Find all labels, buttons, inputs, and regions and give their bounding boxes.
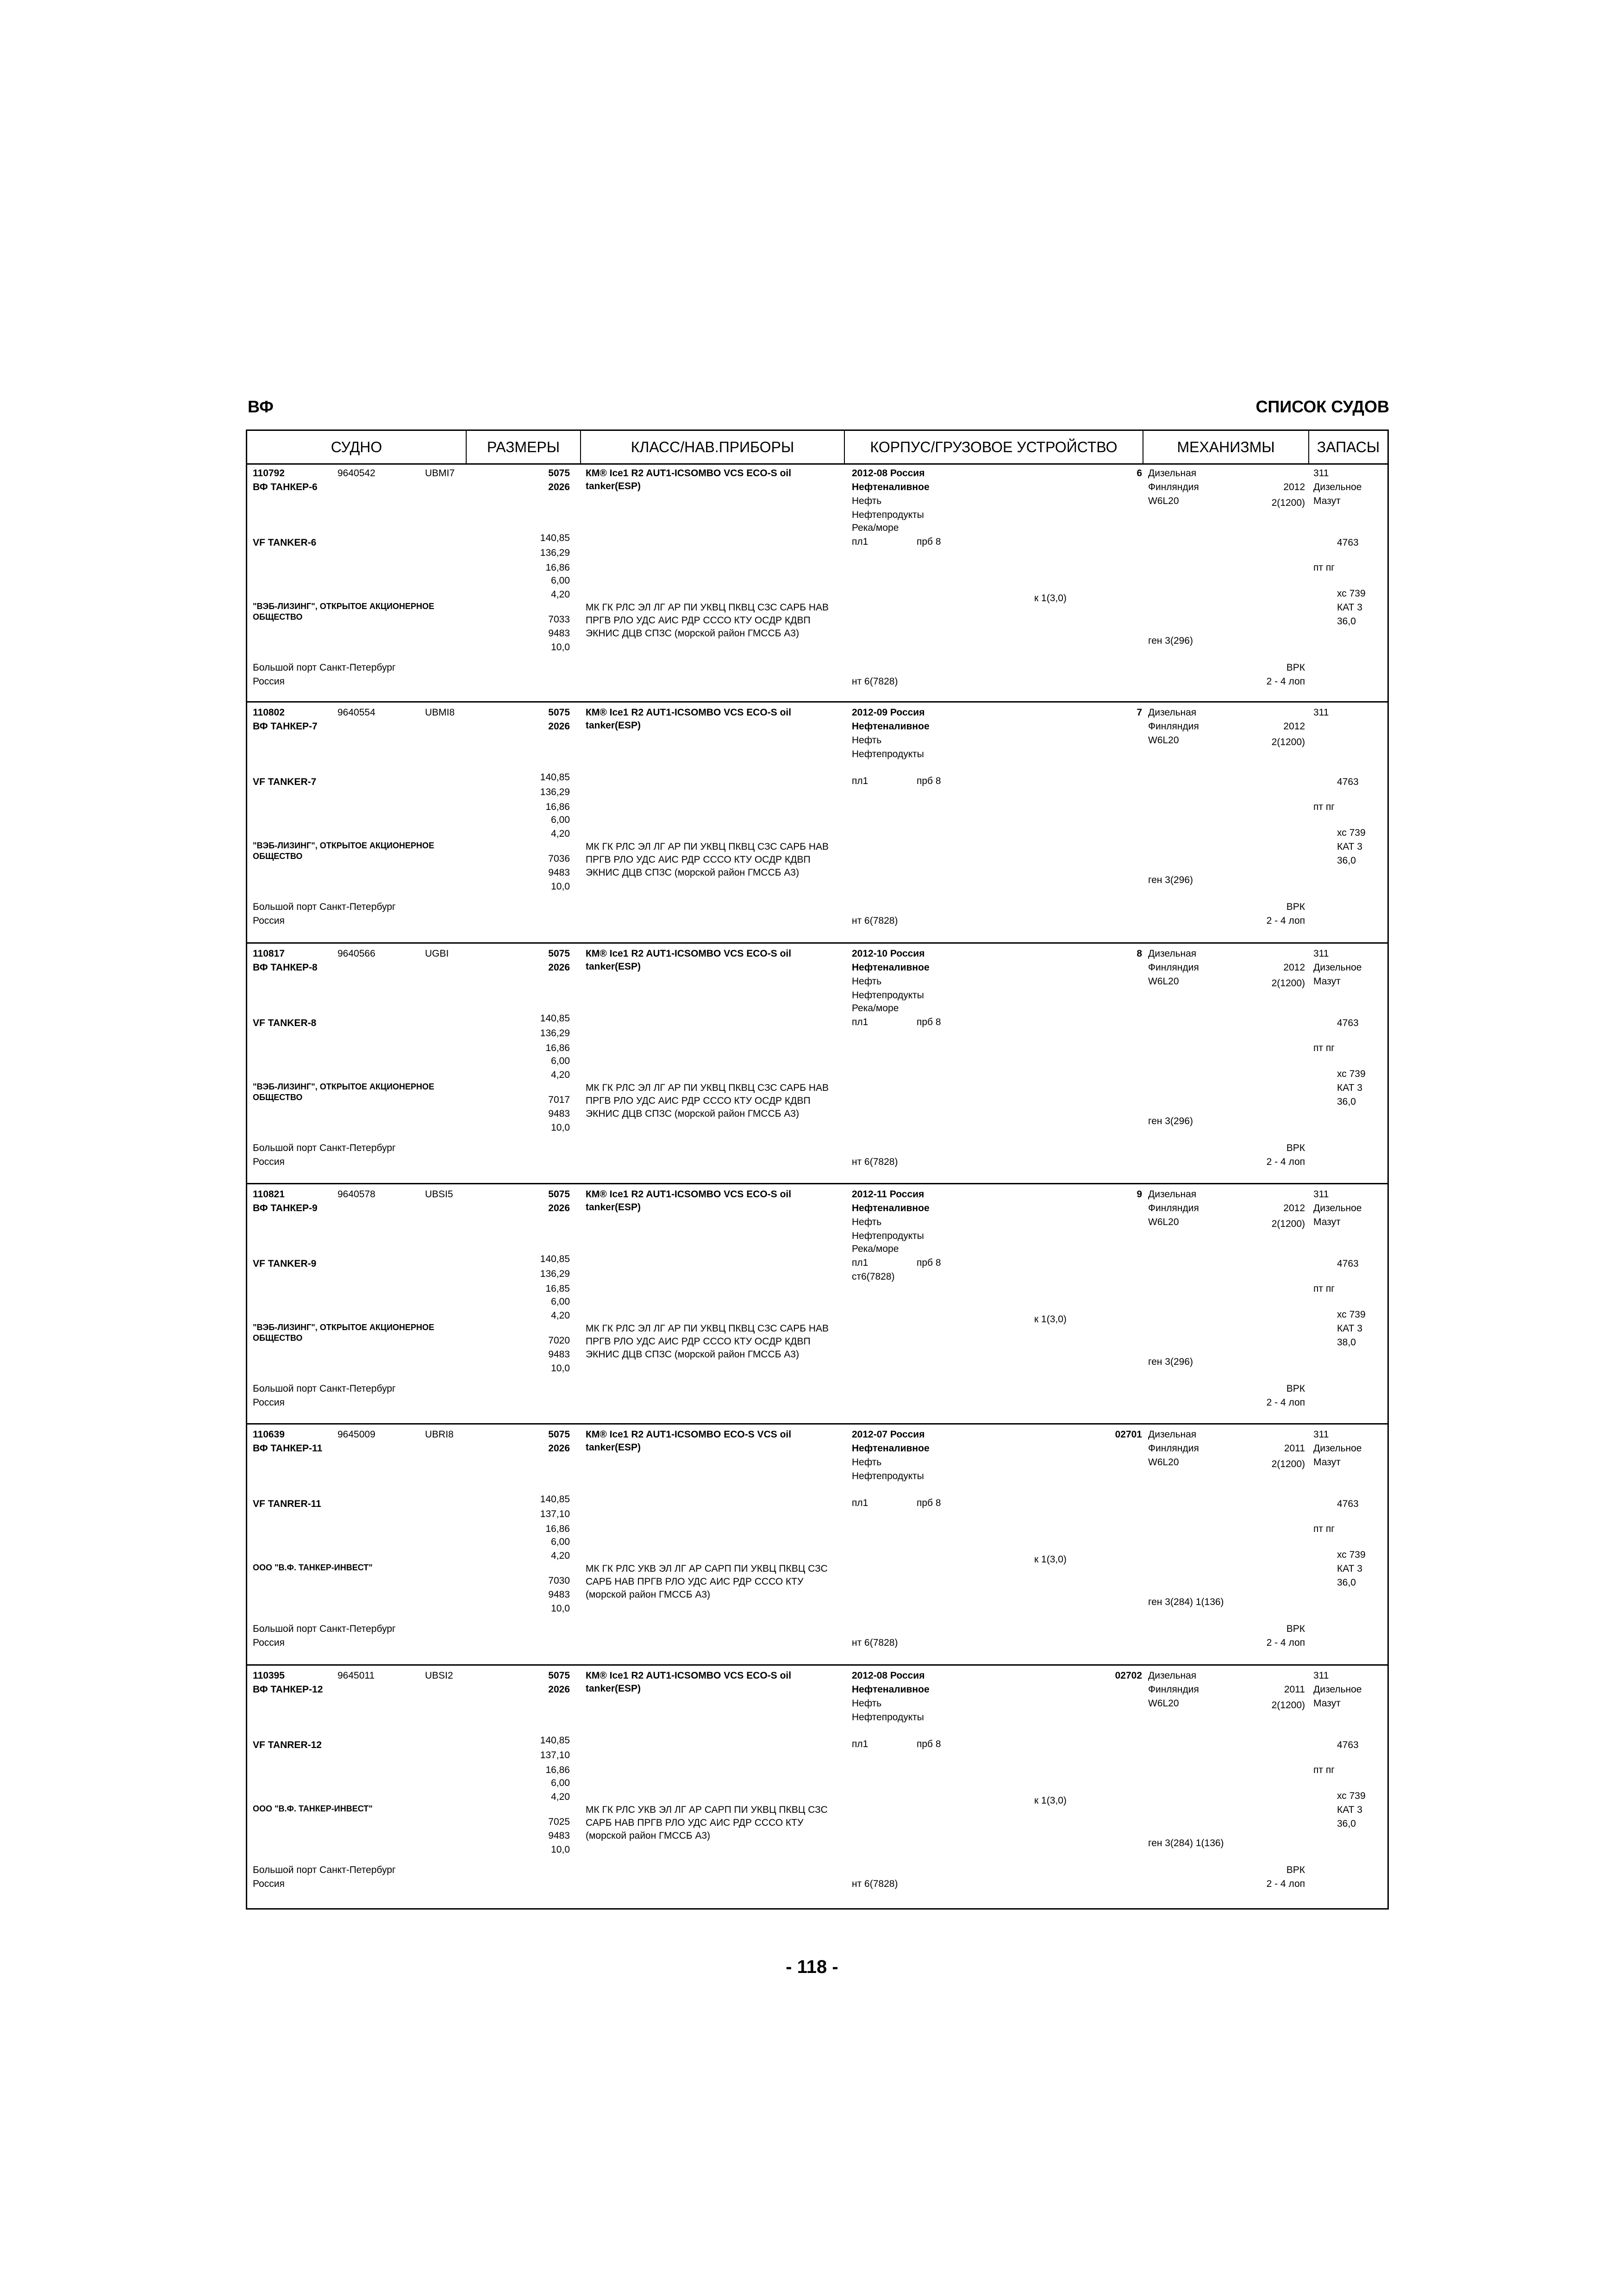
cargo-1: Нефть — [852, 1457, 882, 1468]
engine-country: Финляндия — [1148, 721, 1199, 732]
nav-equipment: МК ГК РЛС ЭЛ ЛГ АР ПИ УКВЦ ПКВЦ СЗС САРБ НАВ ПРГВ РЛО УДС АИС РДР СССО КТУ ОСДР КДВП ЭКНИС ДЦВ СПЗС (морской район ГМССБ А3) — [586, 1083, 829, 1119]
displacement: 9483 — [548, 867, 570, 878]
stores-capacity: 4763 — [1337, 1740, 1359, 1750]
engine-model: W6L20 — [1148, 1698, 1179, 1709]
deck-count: пл1 — [852, 536, 868, 547]
propeller-blades: 2 - 4 лоп — [1266, 1397, 1305, 1408]
cargo-1: Нефть — [852, 1217, 882, 1227]
breadth: 16,86 — [545, 1043, 570, 1053]
refrigeration: хс 739 — [1337, 1549, 1366, 1560]
nav-equipment: МК ГК РЛС УКВ ЭЛ ЛГ АР САРП ПИ УКВЦ ПКВЦ СЗС САРБ НАВ ПРГВ РЛО УДС АИС РДР СССО КТУ (морской район ГМССБ А3) — [586, 1804, 828, 1841]
ship-type: Нефтеналивное — [852, 482, 930, 492]
stores-water: пт пг — [1313, 1765, 1335, 1775]
net-tonnage: 2026 — [548, 1443, 570, 1454]
length-bp: 136,29 — [540, 787, 570, 797]
nav-equipment: МК ГК РЛС УКВ ЭЛ ЛГ АР САРП ПИ УКВЦ ПКВЦ СЗС САРБ НАВ ПРГВ РЛО УДС АИС РДР СССО КТУ (морской район ГМССБ А3) — [586, 1563, 828, 1600]
hull-number: 02702 — [1115, 1670, 1142, 1681]
category-value: 38,0 — [1337, 1337, 1356, 1348]
deadweight: 7020 — [548, 1335, 570, 1346]
propeller-type: ВРК — [1286, 1865, 1305, 1875]
bulkheads: прб 8 — [917, 536, 941, 547]
flag: Россия — [253, 1157, 285, 1167]
nav-equipment: МК ГК РЛС ЭЛ ЛГ АР ПИ УКВЦ ПКВЦ СЗС САРБ НАВ ПРГВ РЛО УДС АИС РДР СССО КТУ ОСДР КДВП ЭКНИС ДЦВ СПЗС (морской район ГМССБ А3) — [586, 841, 829, 878]
engine-power: 2(1200) — [1271, 1459, 1305, 1469]
cargo-tanks: нт 6(7828) — [852, 676, 898, 687]
class-notation: КМ® Ice1 R2 AUT1-ICSOMBO VCS ECO-S oil tanker(ESP) — [586, 468, 792, 492]
registry-number: 110802 — [253, 707, 285, 718]
ship-type: Нефтеналивное — [852, 962, 930, 973]
ship-record — [247, 703, 1387, 944]
stores-value: 311 — [1313, 468, 1329, 479]
stores-diesel: Дизельное — [1313, 962, 1362, 973]
deadweight: 7036 — [548, 853, 570, 864]
stores-water: пт пг — [1313, 1524, 1335, 1534]
ship-name-latin: VF TANKER-8 — [253, 1018, 317, 1028]
ship-record — [247, 1425, 1387, 1666]
stores-value: 311 — [1313, 1429, 1329, 1440]
displacement: 9483 — [548, 1589, 570, 1600]
cargo-tanks: нт 6(7828) — [852, 1637, 898, 1648]
ship-type: Нефтеналивное — [852, 1203, 930, 1213]
crane: к 1(3,0) — [1034, 1554, 1067, 1565]
category: КАТ 3 — [1337, 1323, 1362, 1334]
deadweight: 7025 — [548, 1817, 570, 1827]
ship-name: ВФ ТАНКЕР-7 — [253, 721, 318, 732]
imo-number: 9640542 — [337, 468, 375, 479]
home-port: Большой порт Санкт-Петербург — [253, 1624, 396, 1634]
deadweight: 7033 — [548, 614, 570, 625]
stores-diesel: Дизельное — [1313, 1443, 1362, 1454]
cargo-2: Нефтепродукты — [852, 1712, 924, 1723]
section-code: ВФ — [248, 397, 274, 416]
engine-type: Дизельная — [1148, 1189, 1197, 1200]
stores-water: пт пг — [1313, 1043, 1335, 1053]
deck-extra: ст6(7828) — [852, 1271, 895, 1282]
cargo-1: Нефть — [852, 1698, 882, 1709]
length-bp: 137,10 — [540, 1750, 570, 1761]
length-bp: 137,10 — [540, 1509, 570, 1519]
deck-count: пл1 — [852, 1257, 868, 1268]
call-sign: UBSI2 — [425, 1670, 453, 1681]
cargo-3: Река/море — [852, 1003, 899, 1014]
ship-register-table — [246, 429, 1389, 1910]
stores-fuel-oil: Мазут — [1313, 976, 1341, 987]
engine-year: 2011 — [1284, 1684, 1305, 1695]
ship-record — [247, 1666, 1387, 1908]
category-value: 36,0 — [1337, 1096, 1356, 1107]
bulkheads: прб 8 — [917, 776, 941, 786]
imo-number: 9640566 — [337, 948, 375, 959]
engine-year: 2011 — [1284, 1443, 1305, 1454]
breadth: 16,86 — [545, 802, 570, 812]
speed: 10,0 — [551, 1603, 570, 1614]
engine-country: Финляндия — [1148, 1203, 1199, 1213]
depth: 6,00 — [551, 1537, 570, 1547]
length-overall: 140,85 — [540, 1013, 570, 1024]
page-number: - 118 - — [786, 1957, 838, 1977]
class-notation: КМ® Ice1 R2 AUT1-ICSOMBO ECO-S VCS oil tanker(ESP) — [586, 1429, 792, 1453]
owner: "ВЭБ-ЛИЗИНГ", ОТКРЫТОЕ АКЦИОНЕРНОЕ ОБЩЕСТВО — [253, 1082, 435, 1102]
engine-model: W6L20 — [1148, 496, 1179, 506]
page-title: СПИСОК СУДОВ — [1255, 397, 1389, 416]
class-notation: КМ® Ice1 R2 AUT1-ICSOMBO VCS ECO-S oil tanker(ESP) — [586, 948, 792, 972]
build-date-country: 2012-10 Россия — [852, 948, 925, 959]
refrigeration: хс 739 — [1337, 1309, 1366, 1320]
refrigeration: хс 739 — [1337, 1791, 1366, 1801]
build-date-country: 2012-07 Россия — [852, 1429, 925, 1440]
engine-power: 2(1200) — [1271, 1219, 1305, 1229]
ship-type: Нефтеналивное — [852, 1684, 930, 1695]
engine-power: 2(1200) — [1271, 1700, 1305, 1711]
cargo-3: Река/море — [852, 523, 899, 533]
generators: ген 3(296) — [1148, 635, 1193, 646]
engine-country: Финляндия — [1148, 482, 1199, 492]
hull-number: 7 — [1137, 707, 1142, 718]
home-port: Большой порт Санкт-Петербург — [253, 662, 396, 673]
depth: 6,00 — [551, 1296, 570, 1307]
imo-number: 9640554 — [337, 707, 375, 718]
deadweight: 7017 — [548, 1095, 570, 1105]
propeller-blades: 2 - 4 лоп — [1266, 676, 1305, 687]
engine-year: 2012 — [1283, 721, 1305, 732]
generators: ген 3(296) — [1148, 875, 1193, 885]
stores-fuel-oil: Мазут — [1313, 1698, 1341, 1709]
stores-water: пт пг — [1313, 802, 1335, 812]
propeller-type: ВРК — [1286, 662, 1305, 673]
category-value: 36,0 — [1337, 616, 1356, 627]
imo-number: 9645009 — [337, 1429, 375, 1440]
ship-name: ВФ ТАНКЕР-8 — [253, 962, 318, 973]
registry-number: 110792 — [253, 468, 285, 479]
breadth: 16,86 — [545, 562, 570, 573]
cargo-2: Нефтепродукты — [852, 1231, 924, 1241]
generators: ген 3(296) — [1148, 1116, 1193, 1126]
ship-record — [247, 1184, 1387, 1425]
category: КАТ 3 — [1337, 1083, 1362, 1093]
home-port: Большой порт Санкт-Петербург — [253, 1865, 396, 1875]
draught: 4,20 — [551, 589, 570, 600]
gross-tonnage: 5075 — [548, 1189, 570, 1200]
column-header-ship: СУДНО — [247, 431, 467, 463]
draught: 4,20 — [551, 1310, 570, 1321]
crane: к 1(3,0) — [1034, 1314, 1067, 1325]
ship-type: Нефтеналивное — [852, 721, 930, 732]
hull-number: 8 — [1137, 948, 1142, 959]
ship-name-latin: VF TANKER-9 — [253, 1258, 317, 1269]
breadth: 16,86 — [545, 1765, 570, 1775]
propeller-type: ВРК — [1286, 902, 1305, 912]
breadth: 16,85 — [545, 1283, 570, 1294]
engine-model: W6L20 — [1148, 1457, 1179, 1468]
registry-number: 110817 — [253, 948, 285, 959]
length-bp: 136,29 — [540, 1269, 570, 1279]
flag: Россия — [253, 1637, 285, 1648]
refrigeration: хс 739 — [1337, 588, 1366, 599]
engine-type: Дизельная — [1148, 1670, 1197, 1681]
bulkheads: прб 8 — [917, 1739, 941, 1749]
stores-diesel: Дизельное — [1313, 482, 1362, 492]
net-tonnage: 2026 — [548, 962, 570, 973]
column-header-machinery: МЕХАНИЗМЫ — [1143, 431, 1309, 463]
propeller-blades: 2 - 4 лоп — [1266, 1637, 1305, 1648]
imo-number: 9645011 — [337, 1670, 375, 1681]
length-overall: 140,85 — [540, 533, 570, 543]
cargo-2: Нефтепродукты — [852, 749, 924, 759]
column-header-stores: ЗАПАСЫ — [1317, 439, 1380, 455]
hull-number: 9 — [1137, 1189, 1142, 1200]
engine-year: 2012 — [1283, 962, 1305, 973]
cargo-2: Нефтепродукты — [852, 990, 924, 1001]
generators: ген 3(284) 1(136) — [1148, 1597, 1224, 1607]
depth: 6,00 — [551, 575, 570, 586]
draught: 4,20 — [551, 1070, 570, 1080]
breadth: 16,86 — [545, 1524, 570, 1534]
displacement: 9483 — [548, 1108, 570, 1119]
propeller-blades: 2 - 4 лоп — [1266, 1157, 1305, 1167]
propeller-blades: 2 - 4 лоп — [1266, 1879, 1305, 1889]
call-sign: UBMI7 — [425, 468, 455, 479]
deck-count: пл1 — [852, 776, 868, 786]
length-overall: 140,85 — [540, 1735, 570, 1746]
ship-name: ВФ ТАНКЕР-6 — [253, 482, 318, 492]
build-date-country: 2012-11 Россия — [852, 1189, 924, 1200]
speed: 10,0 — [551, 1844, 570, 1855]
length-overall: 140,85 — [540, 1254, 570, 1264]
registry-number: 110395 — [253, 1670, 285, 1681]
engine-year: 2012 — [1283, 482, 1305, 492]
cargo-2: Нефтепродукты — [852, 1471, 924, 1481]
engine-model: W6L20 — [1148, 1217, 1179, 1227]
crane: к 1(3,0) — [1034, 1795, 1067, 1806]
owner: "ВЭБ-ЛИЗИНГ", ОТКРЫТОЕ АКЦИОНЕРНОЕ ОБЩЕСТВО — [253, 841, 435, 861]
speed: 10,0 — [551, 642, 570, 653]
stores-fuel-oil: Мазут — [1313, 496, 1341, 506]
call-sign: UBRI8 — [425, 1429, 454, 1440]
propeller-blades: 2 - 4 лоп — [1266, 915, 1305, 926]
cargo-1: Нефть — [852, 735, 882, 746]
speed: 10,0 — [551, 1122, 570, 1133]
propeller-type: ВРК — [1286, 1624, 1305, 1634]
length-bp: 136,29 — [540, 548, 570, 558]
net-tonnage: 2026 — [548, 721, 570, 732]
deck-count: пл1 — [852, 1498, 868, 1508]
flag: Россия — [253, 1879, 285, 1889]
stores-capacity: 4763 — [1337, 1499, 1359, 1509]
cargo-1: Нефть — [852, 496, 882, 506]
cargo-2: Нефтепродукты — [852, 510, 924, 520]
crane: к 1(3,0) — [1034, 593, 1067, 604]
length-bp: 136,29 — [540, 1028, 570, 1039]
bulkheads: прб 8 — [917, 1498, 941, 1508]
ship-name: ВФ ТАНКЕР-11 — [253, 1443, 323, 1454]
ship-name-latin: VF TANRER-12 — [253, 1740, 322, 1750]
hull-number: 6 — [1137, 468, 1142, 479]
stores-value: 311 — [1313, 1670, 1329, 1681]
net-tonnage: 2026 — [548, 482, 570, 492]
stores-value: 311 — [1313, 948, 1329, 959]
category: КАТ 3 — [1337, 602, 1362, 613]
column-header-dimensions: РАЗМЕРЫ — [467, 431, 581, 463]
generators: ген 3(296) — [1148, 1356, 1193, 1367]
stores-capacity: 4763 — [1337, 1018, 1359, 1028]
class-notation: КМ® Ice1 R2 AUT1-ICSOMBO VCS ECO-S oil tanker(ESP) — [586, 1670, 792, 1694]
owner: ООО "В.Ф. ТАНКЕР-ИНВЕСТ" — [253, 1563, 373, 1572]
draught: 4,20 — [551, 828, 570, 839]
ship-name: ВФ ТАНКЕР-12 — [253, 1684, 323, 1695]
length-overall: 140,85 — [540, 772, 570, 783]
table-header — [247, 431, 1387, 465]
stores-value: 311 — [1313, 707, 1329, 718]
build-date-country: 2012-08 Россия — [852, 1670, 925, 1681]
owner: "ВЭБ-ЛИЗИНГ", ОТКРЫТОЕ АКЦИОНЕРНОЕ ОБЩЕСТВО — [253, 1323, 435, 1343]
refrigeration: хс 739 — [1337, 828, 1366, 838]
category-value: 36,0 — [1337, 1818, 1356, 1829]
category: КАТ 3 — [1337, 1804, 1362, 1815]
ship-name: ВФ ТАНКЕР-9 — [253, 1203, 318, 1213]
build-date-country: 2012-08 Россия — [852, 468, 925, 479]
ship-name-latin: VF TANRER-11 — [253, 1499, 321, 1509]
ship-name-latin: VF TANKER-6 — [253, 537, 317, 548]
class-notation: КМ® Ice1 R2 AUT1-ICSOMBO VCS ECO-S oil tanker(ESP) — [586, 707, 792, 731]
imo-number: 9640578 — [337, 1189, 375, 1200]
engine-type: Дизельная — [1148, 468, 1197, 479]
propeller-type: ВРК — [1286, 1383, 1305, 1394]
owner: ООО "В.Ф. ТАНКЕР-ИНВЕСТ" — [253, 1804, 373, 1813]
propeller-type: ВРК — [1286, 1143, 1305, 1153]
stores-capacity: 4763 — [1337, 1258, 1359, 1269]
engine-type: Дизельная — [1148, 948, 1197, 959]
home-port: Большой порт Санкт-Петербург — [253, 1383, 396, 1394]
displacement: 9483 — [548, 628, 570, 639]
category-value: 36,0 — [1337, 1577, 1356, 1588]
gross-tonnage: 5075 — [548, 1670, 570, 1681]
flag: Россия — [253, 915, 285, 926]
category: КАТ 3 — [1337, 841, 1362, 852]
depth: 6,00 — [551, 1778, 570, 1788]
depth: 6,00 — [551, 815, 570, 825]
engine-year: 2012 — [1283, 1203, 1305, 1213]
nav-equipment: МК ГК РЛС ЭЛ ЛГ АР ПИ УКВЦ ПКВЦ СЗС САРБ НАВ ПРГВ РЛО УДС АИС РДР СССО КТУ ОСДР КДВП ЭКНИС ДЦВ СПЗС (морской район ГМССБ А3) — [586, 1323, 829, 1360]
column-header-hull-cargo: КОРПУС/ГРУЗОВОЕ УСТРОЙСТВО — [845, 431, 1143, 463]
displacement: 9483 — [548, 1349, 570, 1360]
stores-value: 311 — [1313, 1189, 1329, 1200]
stores-fuel-oil: Мазут — [1313, 1217, 1341, 1227]
deck-count: пл1 — [852, 1017, 868, 1027]
home-port: Большой порт Санкт-Петербург — [253, 1143, 396, 1153]
length-overall: 140,85 — [540, 1494, 570, 1505]
ship-record — [247, 944, 1387, 1184]
gross-tonnage: 5075 — [548, 948, 570, 959]
cargo-1: Нефть — [852, 976, 882, 987]
draught: 4,20 — [551, 1792, 570, 1802]
flag: Россия — [253, 1397, 285, 1408]
ship-type: Нефтеналивное — [852, 1443, 930, 1454]
flag: Россия — [253, 676, 285, 687]
engine-model: W6L20 — [1148, 735, 1179, 746]
registry-number: 110639 — [253, 1429, 285, 1440]
registry-number: 110821 — [253, 1189, 285, 1200]
gross-tonnage: 5075 — [548, 707, 570, 718]
call-sign: UGBI — [425, 948, 449, 959]
bulkheads: прб 8 — [917, 1017, 941, 1027]
generators: ген 3(284) 1(136) — [1148, 1838, 1224, 1848]
call-sign: UBSI5 — [425, 1189, 453, 1200]
class-notation: КМ® Ice1 R2 AUT1-ICSOMBO VCS ECO-S oil tanker(ESP) — [586, 1189, 792, 1213]
column-header-class: КЛАСС/НАВ.ПРИБОРЫ — [581, 431, 845, 463]
owner: "ВЭБ-ЛИЗИНГ", ОТКРЫТОЕ АКЦИОНЕРНОЕ ОБЩЕСТВО — [253, 602, 435, 622]
engine-power: 2(1200) — [1271, 498, 1305, 508]
hull-number: 02701 — [1115, 1429, 1142, 1440]
net-tonnage: 2026 — [548, 1684, 570, 1695]
category-value: 36,0 — [1337, 855, 1356, 866]
engine-type: Дизельная — [1148, 1429, 1197, 1440]
engine-country: Финляндия — [1148, 1684, 1199, 1695]
engine-model: W6L20 — [1148, 976, 1179, 987]
cargo-tanks: нт 6(7828) — [852, 1157, 898, 1167]
deck-count: пл1 — [852, 1739, 868, 1749]
stores-water: пт пг — [1313, 562, 1335, 573]
ship-record — [247, 463, 1387, 703]
home-port: Большой порт Санкт-Петербург — [253, 902, 396, 912]
displacement: 9483 — [548, 1830, 570, 1841]
nav-equipment: МК ГК РЛС ЭЛ ЛГ АР ПИ УКВЦ ПКВЦ СЗС САРБ НАВ ПРГВ РЛО УДС АИС РДР СССО КТУ ОСДР КДВП ЭКНИС ДЦВ СПЗС (морской район ГМССБ А3) — [586, 602, 829, 639]
cargo-tanks: нт 6(7828) — [852, 915, 898, 926]
deadweight: 7030 — [548, 1575, 570, 1586]
stores-water: пт пг — [1313, 1283, 1335, 1294]
depth: 6,00 — [551, 1056, 570, 1066]
draught: 4,20 — [551, 1550, 570, 1561]
engine-country: Финляндия — [1148, 1443, 1199, 1454]
stores-fuel-oil: Мазут — [1313, 1457, 1341, 1468]
speed: 10,0 — [551, 881, 570, 892]
engine-power: 2(1200) — [1271, 978, 1305, 989]
gross-tonnage: 5075 — [548, 468, 570, 479]
stores-diesel: Дизельное — [1313, 1203, 1362, 1213]
cargo-3: Река/море — [852, 1244, 899, 1254]
cargo-tanks: нт 6(7828) — [852, 1879, 898, 1889]
speed: 10,0 — [551, 1363, 570, 1374]
category: КАТ 3 — [1337, 1563, 1362, 1574]
gross-tonnage: 5075 — [548, 1429, 570, 1440]
build-date-country: 2012-09 Россия — [852, 707, 925, 718]
stores-capacity: 4763 — [1337, 537, 1359, 548]
refrigeration: хс 739 — [1337, 1069, 1366, 1079]
engine-type: Дизельная — [1148, 707, 1197, 718]
stores-capacity: 4763 — [1337, 777, 1359, 787]
net-tonnage: 2026 — [548, 1203, 570, 1213]
ship-name-latin: VF TANKER-7 — [253, 777, 317, 787]
stores-diesel: Дизельное — [1313, 1684, 1362, 1695]
engine-power: 2(1200) — [1271, 737, 1305, 747]
bulkheads: прб 8 — [917, 1257, 941, 1268]
call-sign: UBMI8 — [425, 707, 455, 718]
engine-country: Финляндия — [1148, 962, 1199, 973]
